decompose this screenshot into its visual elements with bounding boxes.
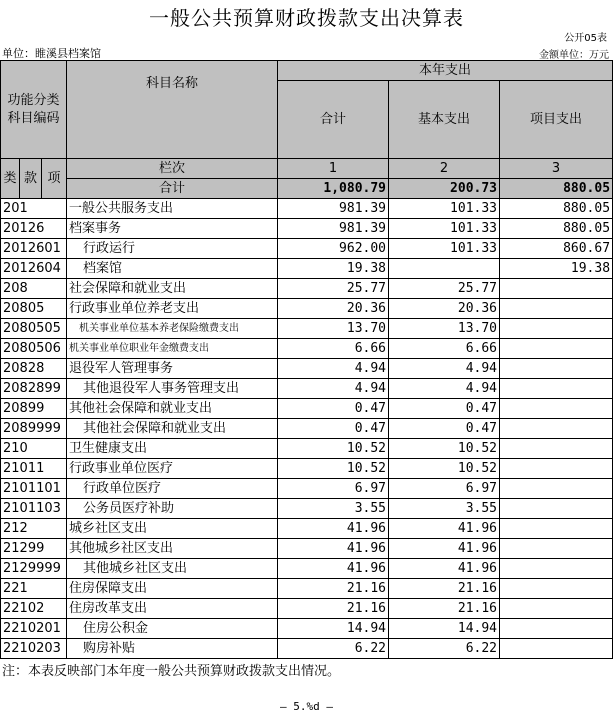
row-subject-name: 公务员医疗补助 [67,499,278,519]
header-xiang: 项 [42,159,67,199]
row-subject-name: 机关事业单位基本养老保险缴费支出 [67,319,278,339]
row-project [500,419,613,439]
row-code: 2101101 [1,479,67,499]
row-project [500,499,613,519]
row-project [500,599,613,619]
header-col2: 2 [389,159,500,179]
row-project [500,339,613,359]
row-subject-name: 其他社会保障和就业支出 [67,419,278,439]
row-total: 962.00 [278,239,389,259]
row-subject-name: 住房保障支出 [67,579,278,599]
row-project [500,559,613,579]
table-row [1,479,613,499]
table-row [1,619,613,639]
header-col1: 1 [278,159,389,179]
table-row [1,279,613,299]
row-basic: 41.96 [389,519,500,539]
reporting-unit: 单位：睢溪县档案馆 [2,47,101,60]
row-basic [389,259,500,279]
row-project [500,459,613,479]
row-basic: 41.96 [389,559,500,579]
row-code: 20828 [1,359,67,379]
row-project: 880.05 [500,199,613,219]
row-code: 2080506 [1,339,67,359]
row-project [500,479,613,499]
row-subject-name: 档案馆 [67,259,278,279]
table-row [1,639,613,659]
row-basic: 10.52 [389,459,500,479]
row-code: 21011 [1,459,67,479]
row-total: 6.22 [278,639,389,659]
row-basic: 10.52 [389,439,500,459]
row-total: 41.96 [278,519,389,539]
row-project: 860.67 [500,239,613,259]
row-subject-name: 住房公积金 [67,619,278,639]
header-kuan: 款 [20,159,42,199]
row-project: 19.38 [500,259,613,279]
row-total: 21.16 [278,599,389,619]
row-code: 22102 [1,599,67,619]
row-total: 21.16 [278,579,389,599]
row-code: 20805 [1,299,67,319]
row-total: 41.96 [278,559,389,579]
row-total: 14.94 [278,619,389,639]
row-basic: 6.66 [389,339,500,359]
row-project [500,299,613,319]
row-code: 2129999 [1,559,67,579]
row-project [500,579,613,599]
row-total: 0.47 [278,419,389,439]
row-basic: 14.94 [389,619,500,639]
row-total: 19.38 [278,259,389,279]
row-code: 2210201 [1,619,67,639]
row-code: 2082899 [1,379,67,399]
table-note: 注：本表反映部门本年度一般公共预算财政拨款支出情况。 [2,664,341,679]
row-subject-name: 卫生健康支出 [67,439,278,459]
row-basic: 0.47 [389,399,500,419]
row-code: 20126 [1,219,67,239]
table-row [1,319,613,339]
row-total: 10.52 [278,439,389,459]
row-code: 208 [1,279,67,299]
row-code: 2210203 [1,639,67,659]
page-title: 一般公共预算财政拨款支出决算表 [149,6,464,30]
row-basic: 13.70 [389,319,500,339]
header-annual-expenditure: 本年支出 [278,61,613,81]
row-code: 210 [1,439,67,459]
header-func-code: 功能分类 科目编码 [1,61,67,159]
table-row [1,439,613,459]
row-basic: 0.47 [389,419,500,439]
row-total: 0.47 [278,399,389,419]
row-subject-name: 城乡社区支出 [67,519,278,539]
row-total: 4.94 [278,359,389,379]
row-project [500,619,613,639]
row-basic: 25.77 [389,279,500,299]
row-subject-name: 社会保障和就业支出 [67,279,278,299]
row-basic: 21.16 [389,579,500,599]
row-basic: 20.36 [389,299,500,319]
header-line-no: 栏次 [67,159,278,179]
row-subject-name: 住房改革支出 [67,599,278,619]
table-row [1,299,613,319]
amount-unit: 金额单位：万元 [539,50,609,61]
row-total: 20.36 [278,299,389,319]
row-subject-name: 退役军人管理事务 [67,359,278,379]
row-basic: 6.22 [389,639,500,659]
table-row [1,519,613,539]
form-number: 公开05表 [564,33,607,44]
header-total: 合计 [278,81,389,159]
row-total: 6.97 [278,479,389,499]
row-project [500,379,613,399]
table-row [1,219,613,239]
row-basic: 4.94 [389,359,500,379]
row-subject-name: 其他退役军人事务管理支出 [67,379,278,399]
table-row [1,239,613,259]
row-basic: 3.55 [389,499,500,519]
row-subject-name: 行政单位医疗 [67,479,278,499]
row-subject-name: 其他城乡社区支出 [67,559,278,579]
row-basic: 4.94 [389,379,500,399]
table-row [1,419,613,439]
row-code: 2012601 [1,239,67,259]
table-row [1,599,613,619]
row-subject-name: 其他城乡社区支出 [67,539,278,559]
table-row [1,199,613,219]
row-total: 4.94 [278,379,389,399]
row-basic: 101.33 [389,219,500,239]
row-total: 41.96 [278,539,389,559]
header-basic: 基本支出 [389,81,500,159]
totals-basic: 200.73 [389,179,500,199]
header-lei: 类 [1,159,20,199]
row-total: 25.77 [278,279,389,299]
row-code: 2089999 [1,419,67,439]
row-subject-name: 其他社会保障和就业支出 [67,399,278,419]
table-row [1,399,613,419]
row-total: 3.55 [278,499,389,519]
row-code: 2101103 [1,499,67,519]
table-row [1,559,613,579]
table-row [1,359,613,379]
row-code: 212 [1,519,67,539]
header-col3: 3 [500,159,613,179]
table-row [1,379,613,399]
row-project [500,279,613,299]
row-project: 880.05 [500,219,613,239]
row-subject-name: 档案事务 [67,219,278,239]
row-subject-name: 行政事业单位养老支出 [67,299,278,319]
row-code: 20899 [1,399,67,419]
row-subject-name: 行政运行 [67,239,278,259]
row-basic: 101.33 [389,199,500,219]
table-row [1,499,613,519]
row-code: 201 [1,199,67,219]
row-subject-name: 购房补贴 [67,639,278,659]
row-subject-name: 一般公共服务支出 [67,199,278,219]
row-project [500,359,613,379]
row-basic: 6.97 [389,479,500,499]
row-code: 221 [1,579,67,599]
row-total: 10.52 [278,459,389,479]
row-project [500,439,613,459]
row-basic: 21.16 [389,599,500,619]
row-project [500,639,613,659]
row-code: 2080505 [1,319,67,339]
row-total: 6.66 [278,339,389,359]
row-code: 2012604 [1,259,67,279]
totals-label: 合计 [67,179,278,199]
page-footer: — 5.%d — [280,700,333,713]
row-total: 981.39 [278,199,389,219]
header-project: 项目支出 [500,81,613,159]
row-code: 21299 [1,539,67,559]
table-row [1,579,613,599]
expenditure-table [0,60,613,659]
row-basic: 101.33 [389,239,500,259]
row-basic: 41.96 [389,539,500,559]
row-project [500,319,613,339]
table-row [1,459,613,479]
table-row [1,259,613,279]
row-subject-name: 行政事业单位医疗 [67,459,278,479]
row-total: 981.39 [278,219,389,239]
row-total: 13.70 [278,319,389,339]
totals-project: 880.05 [500,179,613,199]
row-project [500,519,613,539]
totals-total: 1,080.79 [278,179,389,199]
table-row [1,539,613,559]
table-row [1,339,613,359]
row-project [500,539,613,559]
row-project [500,399,613,419]
header-subject-name: 科目名称 [67,61,278,159]
row-subject-name: 机关事业单位职业年金缴费支出 [67,339,278,359]
